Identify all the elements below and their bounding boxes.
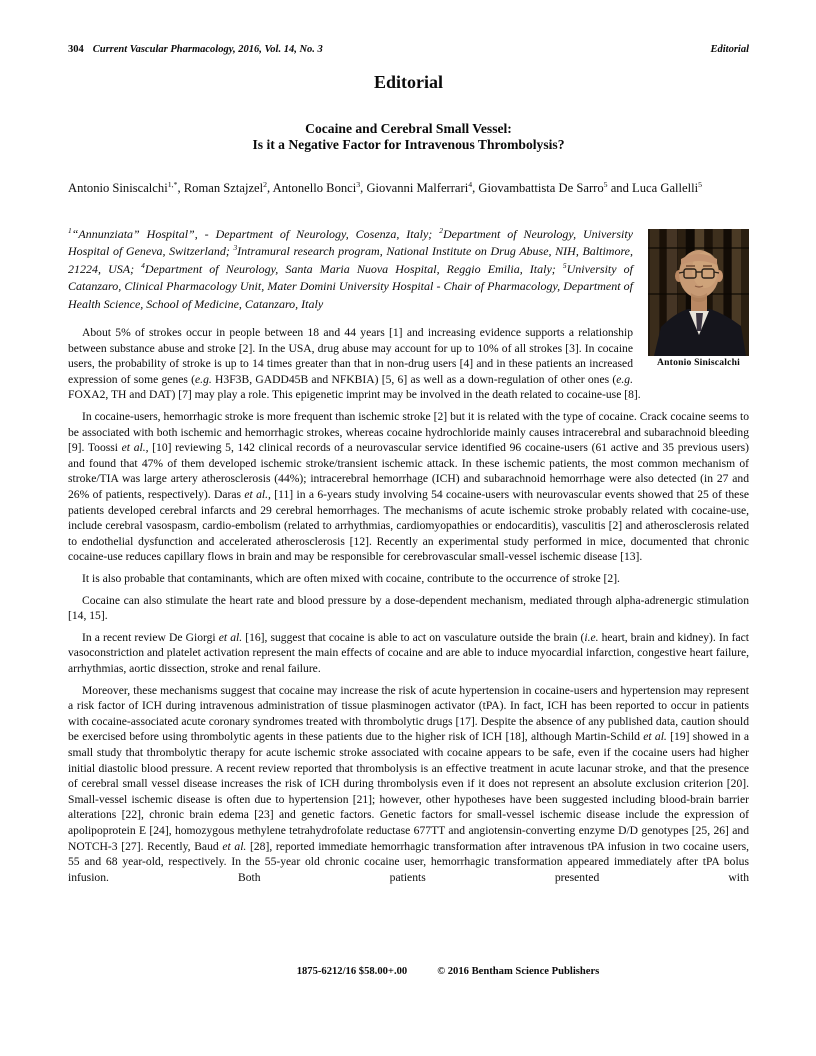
affiliations	[68, 226, 749, 314]
author-name: Antonio Siniscalchi	[68, 180, 168, 195]
running-header-left	[68, 44, 323, 55]
article-title-line2: Is it a Negative Factor for Intravenous Thrombolysis?	[252, 137, 565, 153]
author-affil-ref: 2	[263, 179, 268, 189]
article-title	[68, 121, 749, 154]
author-name: and Luca Gallelli	[607, 180, 699, 195]
author-affil-ref: 4	[468, 179, 473, 189]
affiliation-number: 2	[439, 225, 443, 235]
body-paragraph-3: It is also probable that contaminants, which are often mixed with cocaine, contribute to the occurrence of stroke [2].	[82, 572, 620, 585]
affiliation-text: Intramural research program, National Institute on Drug Abuse, NIH, Baltimore, 21224, USA;	[68, 244, 633, 276]
editorial-heading: Editorial	[373, 72, 443, 92]
affiliation-text: Department of Neurology, Santa Maria Nuova Hospital, Reggio Emilia, Italy;	[144, 261, 563, 276]
affiliation-number: 4	[141, 260, 145, 270]
body-paragraph-5: In a recent review De Giorgi et al. [16], suggest that cocaine is able to act on vasculature outside the brain (i.e. heart, brain and kidney). In fact vasoconstriction and platelet activation represent the main effects of cocaine and are able to induce myocardial infarction, congestive heart failure, arrhythmias, aortic dissection, stroke and renal failure.	[68, 630, 750, 675]
page-number: 304	[68, 44, 84, 55]
author-affil-ref: 5	[698, 179, 703, 189]
affiliation-number: 1	[68, 225, 72, 235]
running-header	[68, 44, 749, 55]
article-body	[68, 226, 749, 886]
article-title-line1: Cocaine and Cerebral Small Vessel:	[305, 120, 512, 136]
page-footer	[0, 966, 816, 977]
copyright-notice: © 2016 Bentham Science Publishers	[437, 966, 600, 977]
author-name: , Giovanni Malferrari	[360, 180, 469, 195]
author-affil-ref: 5	[603, 179, 608, 189]
body-paragraph-6: Moreover, these mechanisms suggest that cocaine may increase the risk of acute hypertension in cocaine-users and hypertension may represent a risk factor of ICH during intravenous administration of tissue plasminogen activator (tPA). In fact, ICH has been reported to occur in patients with cocaine-associated acute coronary syndromes treated with thrombolytic drugs [17]. Despite the absence of any published data, caution should be exercised before using thrombolytic agents in these patients due to the higher risk of ICH [18], although Martin-Schild et al. [19] showed in a small study that thrombolytic therapy for acute ischemic stroke associated with cocaine appears to be safe, even if the cocaine users had higher initial diastolic blood pressure. A recent review reported that thrombolysis is an effective treatment in acute lacunar stroke, and that the presence of cerebral small vessel disease increases the risk of ICH during thrombolysis even if it does not represent an absolute exclusion criterion [20]. Small-vessel ischemic disease is often due to hypertension [21]; however, other hypotheses have been suggested including blood-brain barrier alterations [22], chronic brain edema [23] and genetic factors. Genetic factors for small-vessel ischemic disease include the expression of apolipoprotein E [24], homozygous methylene tetrahydrofolate reductase 677TT and angiotensin-converting enzyme D/D genotypes [25, 26] and NOTCH-3 [27]. Recently, Baud et al. [28], reported immediate hemorrhagic transformation after intravenous tPA infusion in two cocaine users, 55 and 68 year-old, respectively. In the 55-year old chronic cocaine user, hemorrhagic transformation appeared immediately after tPA bolus infusion. Both patients presented with	[68, 683, 750, 884]
author-name: , Antonello Bonci	[267, 180, 357, 195]
authors-line	[68, 179, 749, 197]
author-affil-ref: 1,*	[167, 179, 178, 189]
journal-title: Current Vascular Pharmacology, 2016, Vol. 14, No. 3	[92, 44, 323, 55]
author-affil-ref: 3	[356, 179, 361, 189]
header-section-label: Editorial	[710, 44, 749, 55]
body-paragraph-2: In cocaine-users, hemorrhagic stroke is more frequent than ischemic stroke [2] but it is related with the type of cocaine. Crack cocaine seems to be associated with both ischemic and hemorrhagic strokes, whereas cocaine hydrochloride mainly causes intracerebral and subarachnoid bleeding [9]. Toossi et al., [10] reviewing 5, 142 clinical records of a neurovascular service identified 96 cocaine-users (61 active and 35 previous users) and found that 47% of them developed ischemic stroke/transient ischemic attack. In these ischemic patients, the most common mechanism of stroke/TIA was large artery atherosclerosis (44%); intracerebral hemorrhage (ICH) and subarachnoid hemorrhage were also detected (in 27 and 26% of patients, respectively). Daras et al., [11] in a 6-years study involving 54 cocaine-users with neurovascular events showed that 25 of these patients developed cerebral infarcts and 29 cerebral hemorrhages. The mechanisms of acute ischemic stroke probably related with cocaine-use, include cerebral vasospasm, cardio-embolism (related to arrhythmias, cardiomyopathies or endocarditis), vasculitis [2] and atherosclerosis related to endothelial dysfunction and accelerated atherosclerosis [12]. Recently an experimental study performed in mice, documented that chronic cocaine-use reduces capillary flows in brain and may be responsible for cerebrovascular small-vessel ischemic disease [13].	[68, 410, 749, 564]
affiliation-text: “Annunziata” Hospital”, - Department of Neurology, Cosenza, Italy;	[71, 226, 440, 241]
body-paragraph-4: Cocaine can also stimulate the heart rate and blood pressure by a dose-dependent mechanism, mediated through alpha-adrenergic stimulation [14, 15].	[68, 593, 749, 623]
body-paragraph-1: About 5% of strokes occur in people between 18 and 44 years [1] and increasing evidence supports a relationship between substance abuse and stroke [2]. In the USA, drug abuse may account for up to 10% of all strokes [3]. In cocaine users, the probability of stroke is up to 14 times greater than that in non-drug users [4] and in these patients an increased expression of some genes (e.g. H3F3B, GADD45B and NFKBIA) [5, 6] as well as a down-regulation of other ones (e.g. FOXA2, TH and DAT) [7] may play a role. This epigenetic imprint may be involved in the death related to cocaine-use [8].	[68, 326, 641, 402]
author-photo	[648, 229, 749, 356]
photo-caption: Antonio Siniscalchi	[657, 356, 740, 368]
author-photo-figure	[648, 229, 749, 368]
author-name: , Giovambattista De Sarro	[472, 180, 604, 195]
author-name: , Roman Sztajzel	[177, 180, 264, 195]
affiliation-text: University of Catanzaro, Clinical Pharmacology Unit, Mater Domini University Hospital - Chair of Pharmacology, Department of Health Science, School of Medicine, Catanzaro, Italy	[68, 261, 633, 311]
affiliation-number: 3	[233, 243, 238, 253]
affiliation-number: 5	[562, 260, 567, 270]
affiliation-text: Department of Neurology, University Hospital of Geneva, Switzerland;	[68, 226, 634, 259]
issn-price: 1875-6212/16 $58.00+.00	[296, 966, 408, 977]
